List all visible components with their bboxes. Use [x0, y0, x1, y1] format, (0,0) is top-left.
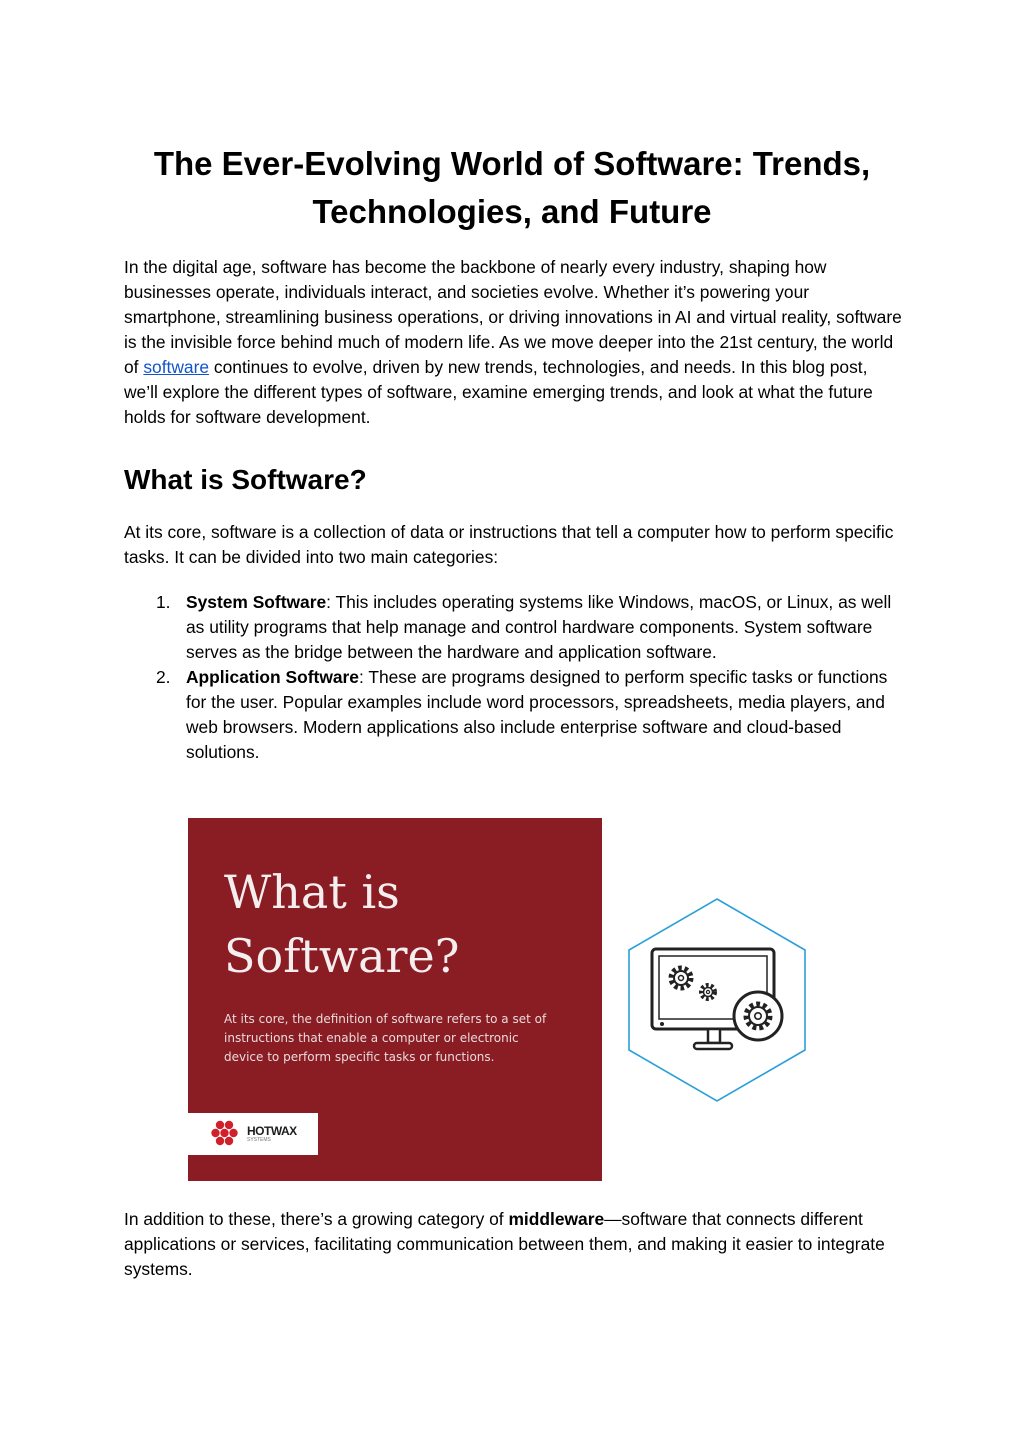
intro-paragraph: [124, 255, 904, 430]
list-number: 2.: [156, 667, 171, 687]
core-paragraph: At its core, software is a collection of data or instructions that tell a computer how to perform specific tasks. It can be divided into two main categories:: [124, 522, 894, 567]
list-number: 1.: [156, 592, 171, 612]
honeycomb-logo-icon: [210, 1119, 244, 1149]
list-description: : These are programs designed to perform specific tasks or functions for the user. Popular examples include word processors, spreadsheets, media players, and web browsers. Modern applications also include enterprise software and cloud-based solutions.: [186, 667, 888, 762]
software-link[interactable]: software: [143, 357, 210, 377]
list-term: System Software: [186, 592, 327, 612]
logo-subtitle: SYSTEMS: [247, 1137, 271, 1143]
computer-gears-hexagon-icon: [626, 896, 808, 1104]
logo-name: HOTWAX: [247, 1124, 297, 1138]
list-description: : This includes operating systems like Windows, macOS, or Linux, as well as utility programs that help manage and control hardware components. System software serves as the bridge between the hardware and application software.: [186, 592, 892, 662]
software-types-list: [124, 590, 904, 765]
middleware-text-start: In addition to these, there’s a growing category of: [124, 1209, 509, 1229]
middleware-term: middleware: [508, 1209, 605, 1229]
banner-title: [224, 860, 584, 988]
banner-title-line: What is: [224, 865, 400, 919]
what-is-software-banner: [188, 818, 602, 1181]
banner-description: At its core, the definition of software refers to a set of instructions that enable a computer or electronic device to perform specific tasks or functions.: [224, 1012, 547, 1064]
hotwax-logo: [188, 1113, 318, 1155]
list-term: Application Software: [186, 667, 359, 687]
logo-wordmark: [247, 1125, 297, 1143]
list-item: [124, 665, 904, 765]
middleware-paragraph: [124, 1207, 904, 1282]
list-item: [124, 590, 904, 665]
middleware-text-end: —software that connects different applications or services, facilitating communication between them, and making it easier to integrate systems.: [124, 1209, 885, 1279]
intro-text-start: In the digital age, software has become the backbone of nearly every industry, shaping how businesses operate, individuals interact, and societies evolve. Whether it’s powering your smartphone, streamlining business operations, or driving innovations in AI and virtual reality, software is the invisible force behind much of modern life. As we move deeper into the 21st century, the world of: [124, 257, 902, 377]
section-heading: What is Software?: [124, 464, 367, 495]
intro-text-end: continues to evolve, driven by new trends, technologies, and needs. In this blog post, we’ll explore the different types of software, examine emerging trends, and look at what the future holds for software development.: [124, 357, 873, 427]
page-title: The Ever-Evolving World of Software: Trends, Technologies, and Future: [153, 145, 871, 230]
banner-title-line: Software?: [224, 929, 460, 983]
